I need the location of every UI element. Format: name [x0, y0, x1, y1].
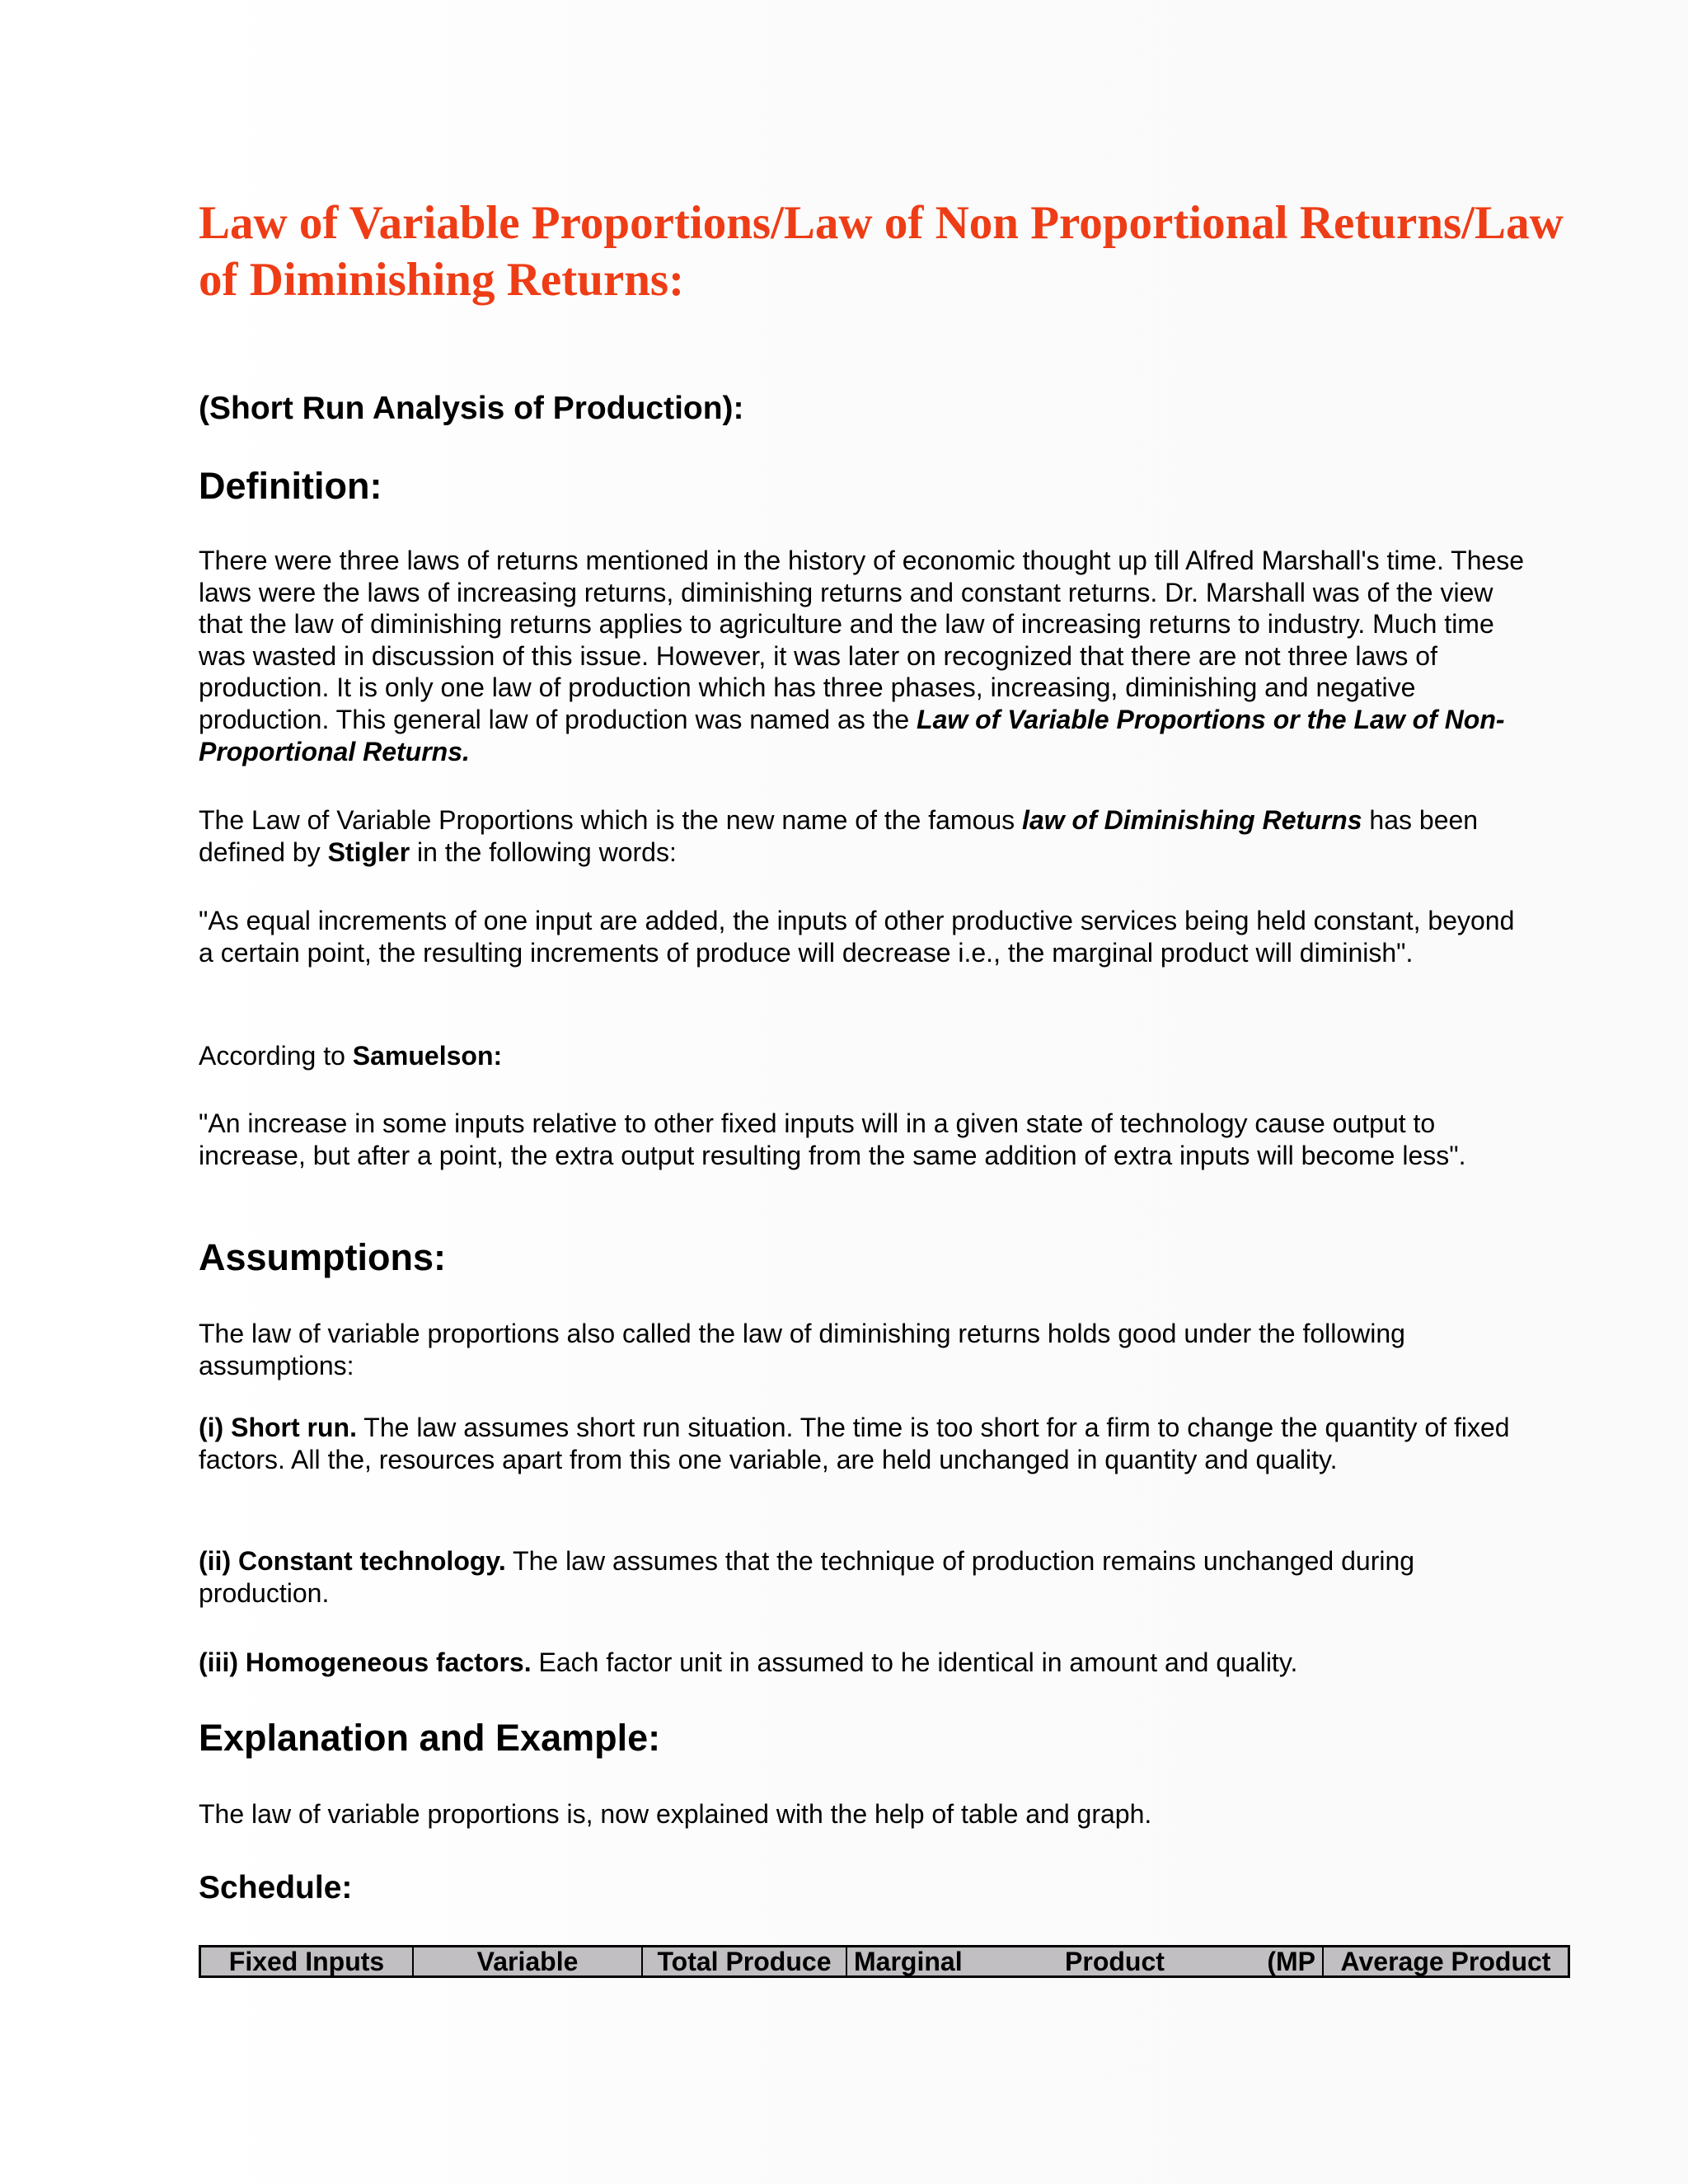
schedule-table-header — [199, 1945, 1570, 1978]
explanation-heading: Explanation and Example: — [199, 1717, 661, 1759]
definition-paragraph-2-text-a: The Law of Variable Proportions which is the new name of the famous — [199, 805, 1023, 835]
definition-paragraph-3 — [199, 1040, 1534, 1072]
definition-paragraph-1-emphasis: Law of Variable Proportions or the Law of Non-Proportional Returns. — [199, 704, 1505, 766]
assumption-label: (iii) Homogeneous factors. — [199, 1647, 532, 1677]
assumption-text: The law assumes that the technique of production remains unchanged during production. — [199, 1546, 1415, 1608]
column-header-marginal-product — [847, 1947, 1324, 1975]
section-subtitle: (Short Run Analysis of Production): — [199, 391, 744, 426]
assumption-text: Each factor unit in assumed to he identical in amount and quality. — [531, 1647, 1298, 1677]
assumptions-intro: The law of variable proportions also called the law of diminishing returns holds good under the following assumptions: — [199, 1319, 1405, 1380]
column-header-label: Product — [1065, 1946, 1165, 1976]
explanation-text: The law of variable proportions is, now explained with the help of table and graph. — [199, 1799, 1152, 1829]
column-header-label: Variable — [476, 1946, 579, 1976]
page-title: Law of Variable Proportions/Law of Non Proportional Returns/Law of Diminishing Returns: — [199, 197, 1564, 306]
column-header-label: Average Product — [1340, 1946, 1551, 1976]
definition-paragraph-1 — [199, 545, 1534, 767]
column-header-label: (MP — [1267, 1946, 1315, 1976]
assumption-item — [199, 1545, 1534, 1609]
assumption-item — [199, 1647, 1534, 1679]
definition-heading: Definition: — [199, 465, 382, 507]
stigler-quote: "As equal increments of one input are added, the inputs of other productive services being held constant, beyond a certain point, the resulting increments of produce will decrease i.e., the marginal product will diminish". — [199, 906, 1515, 968]
samuelson-quote: "An increase in some inputs relative to other fixed inputs will in a given state of technology cause output to increase, but after a point, the extra output resulting from the same addition of extra inputs will become less". — [199, 1108, 1466, 1170]
assumption-item — [199, 1412, 1534, 1475]
assumptions-heading: Assumptions: — [199, 1236, 447, 1278]
column-header-label: Fixed Inputs — [228, 1946, 385, 1976]
column-header-total-produce — [643, 1947, 847, 1975]
column-header-label: Total Produce — [657, 1946, 832, 1976]
assumption-text: The law assumes short run situation. The time is too short for a firm to change the quantity of fixed factors. All the, resources apart from this one variable, are held unchanged in quantity and quality. — [199, 1413, 1510, 1474]
column-header-variable — [414, 1947, 643, 1975]
assumption-label: (ii) Constant technology. — [199, 1546, 506, 1576]
definition-paragraph-2-text-b: has been defined by — [199, 805, 1479, 867]
definition-paragraph-3-text: According to — [199, 1041, 353, 1071]
column-header-label: Marginal — [854, 1946, 963, 1976]
definition-paragraph-2 — [199, 804, 1534, 868]
definition-paragraph-3-name: Samuelson: — [352, 1041, 503, 1071]
schedule-heading: Schedule: — [199, 1870, 353, 1905]
column-header-average-product — [1324, 1947, 1568, 1975]
definition-paragraph-2-name: Stigler — [327, 837, 410, 867]
assumption-label: (i) Short run. — [199, 1413, 357, 1442]
definition-paragraph-1-text: There were three laws of returns mentioned in the history of economic thought up till Alfred Marshall's time. These laws were the laws of increasing returns, diminishing returns and constant returns. Dr. Marshall was of the view that the law of diminishing returns applies to agriculture and the law of increasing returns to industry. Much time was wasted in discussion of this issue. However, it was later on recognized that there are not three laws of production. It is only one law of production which has three phases, increasing, diminishing and negative production. This general law of production was named as the — [199, 546, 1525, 734]
column-header-fixed-inputs — [201, 1947, 414, 1975]
definition-paragraph-2-emphasis: law of Diminishing Returns — [1022, 805, 1362, 835]
definition-paragraph-2-text-c: in the following words: — [410, 837, 677, 867]
